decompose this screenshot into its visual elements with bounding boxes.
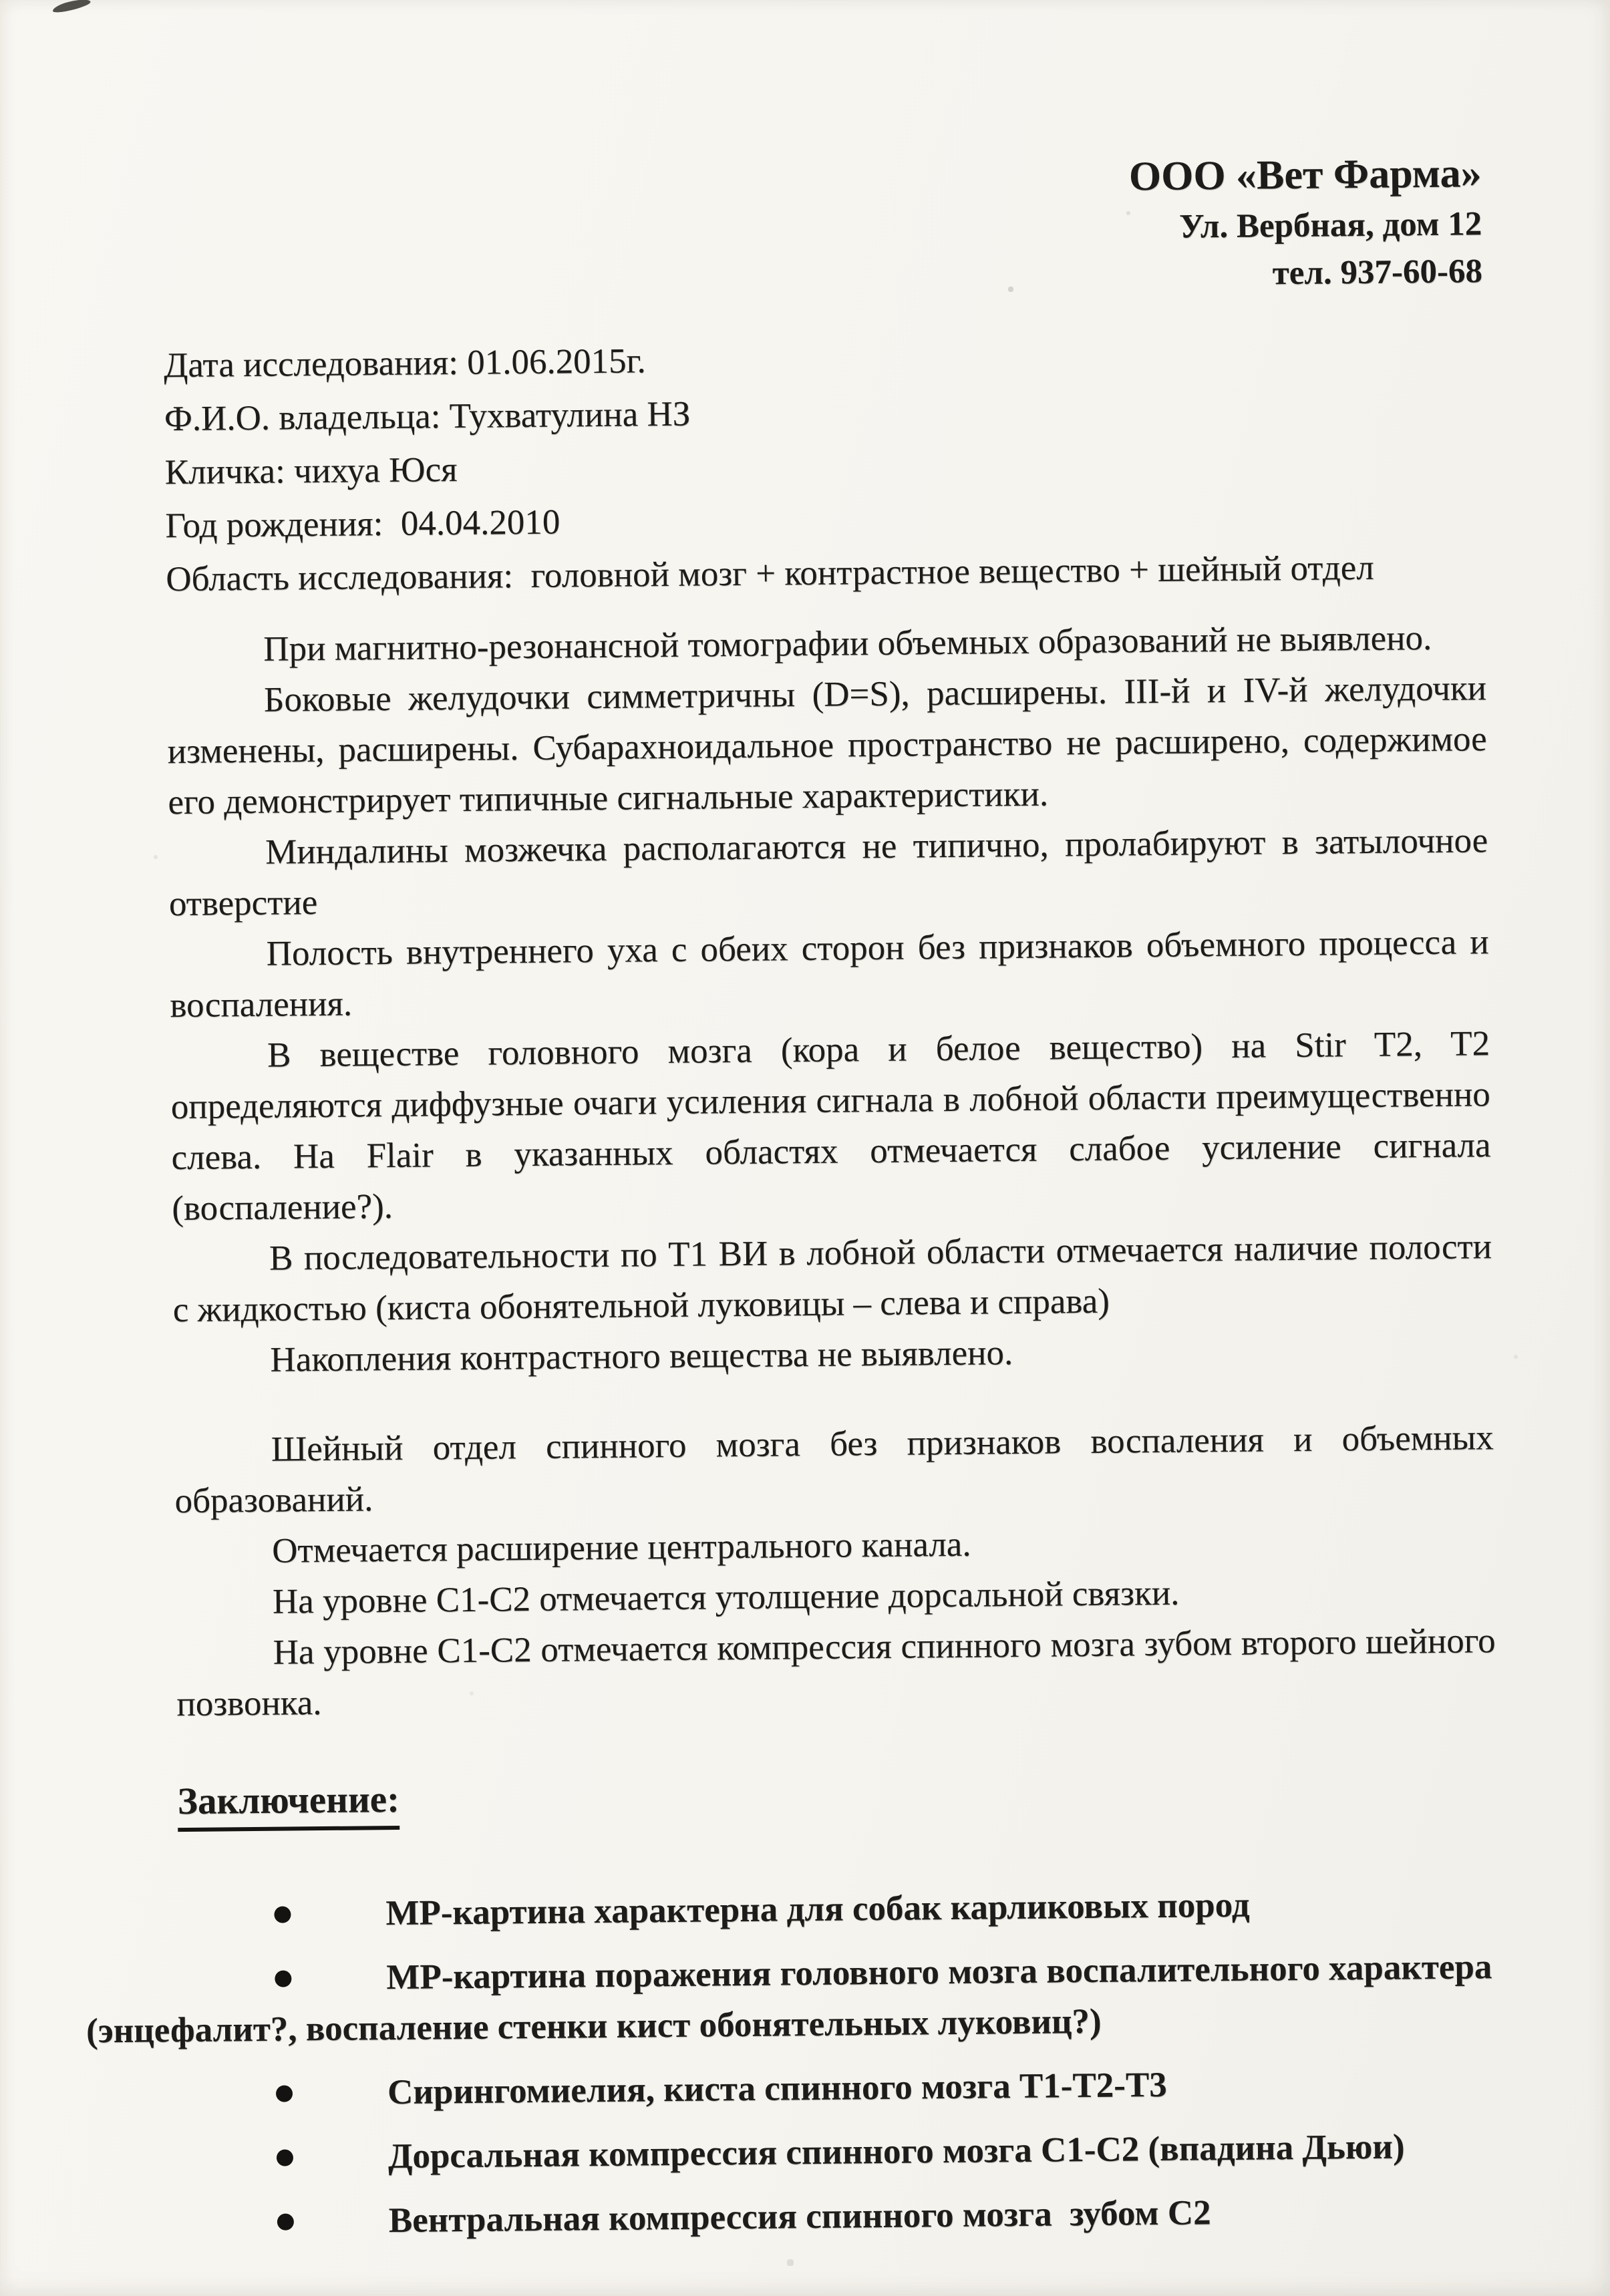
conclusion-heading-row — [177, 1762, 1497, 1838]
finding-paragraph: Шейный отдел спинного мозга без признаков воспаления и объемных образований. — [174, 1418, 1494, 1521]
finding-paragraph: Отмечается расширение центрального канала. — [271, 1524, 971, 1571]
bullet-icon — [277, 2213, 294, 2230]
scan-noise-speckles — [0, 0, 1, 1]
conclusion-bullet — [271, 2056, 1500, 2119]
bullet-icon — [275, 1971, 291, 1987]
conclusion-bullet-list — [86, 1877, 1501, 2248]
finding-paragraph: Полость внутреннего уха с обеих сторон без признаков объемного процесса и воспаления. — [170, 923, 1489, 1025]
letterhead — [162, 146, 1482, 308]
finding-paragraph: Миндалины мозжечка располагаются не типично, пролабируют в затылочное отверстие — [168, 821, 1488, 924]
conclusion-bullet-text: Сирингомиелия, киста спинного мозга Т1-Т2-Т3 — [387, 2065, 1168, 2112]
study-date-line: Дата исследования: 01.06.2015г. — [163, 341, 646, 385]
company-name: ООО «Вет Фарма» — [1128, 150, 1482, 200]
birth-year-line: Год рождения: 04.04.2010 — [165, 502, 560, 546]
finding-paragraph: В веществе головного мозга (кора и белое вещество) на Stir T2, T2 определяются диффузные очаги усиления сигнала в лобной области преимущественно слева. На Flair в указанных областях отмечается слабое усиление сигнала (воспаление?). — [170, 1024, 1491, 1228]
conclusion-bullet — [86, 1941, 1499, 2056]
conclusion-bullet-text: Дорсальная компрессия спинного мозга С1-С2 (впадина Дьюи) — [387, 2127, 1405, 2176]
conclusion-bullet — [272, 2184, 1502, 2247]
finding-paragraph: В последовательности по Т1 ВИ в лобной области отмечается наличие полости с жидкостью (киста обонятельной луковицы – слева и справа) — [172, 1227, 1492, 1330]
company-address: Ул. Вербная, дом 12 — [1178, 205, 1482, 246]
conclusion-bullet — [271, 2120, 1501, 2183]
conclusion-bullet — [269, 1877, 1498, 1940]
bullet-icon — [274, 1907, 291, 1923]
finding-paragraph: На уровне С1-С2 отмечается утолщение дорсальной связки. — [272, 1573, 1180, 1621]
pet-name-line: Кличка: чихуа Юся — [164, 450, 458, 492]
conclusion-bullet-text: Вентральная компрессия спинного мозга зубом С2 — [388, 2193, 1211, 2241]
finding-paragraph: При магнитно-резонансной томографии объемных образований не выявлено. — [263, 619, 1432, 669]
study-area-line: Область исследования: головной мозг + контрастное вещество + шейный отдел — [166, 548, 1374, 599]
study-info-block — [164, 326, 1486, 606]
finding-paragraph: Боковые желудочки симметричны (D=S), расширены. III-й и IV-й желудочки изменены, расширены. Субарахноидальное пространство не расширено, содержимое его демонстрирует типичные сигнальные характеристики. — [167, 669, 1487, 822]
bullet-icon — [277, 2150, 293, 2166]
conclusion-bullet-text: МР-картина поражения головного мозга воспалительного характера (энцефалит?, воспаление стенки кист обонятельных луковиц?) — [86, 1947, 1501, 2051]
conclusion-section — [86, 1762, 1501, 2248]
conclusion-bullet-text: МР-картина характерна для собак карликовых пород — [385, 1885, 1250, 1933]
company-phone: тел. 937-60-68 — [1272, 253, 1483, 293]
owner-name-line: Ф.И.О. владельца: Тухватулина НЗ — [164, 394, 691, 439]
finding-paragraph: На уровне С1-С2 отмечается компрессия спинного мозга зубом второго шейного позвонка. — [176, 1621, 1496, 1724]
bullet-icon — [276, 2086, 293, 2102]
findings-section — [166, 612, 1496, 1730]
finding-paragraph: Накопления контрастного вещества не выявлено. — [270, 1333, 1013, 1379]
conclusion-heading: Заключение: — [178, 1778, 400, 1832]
